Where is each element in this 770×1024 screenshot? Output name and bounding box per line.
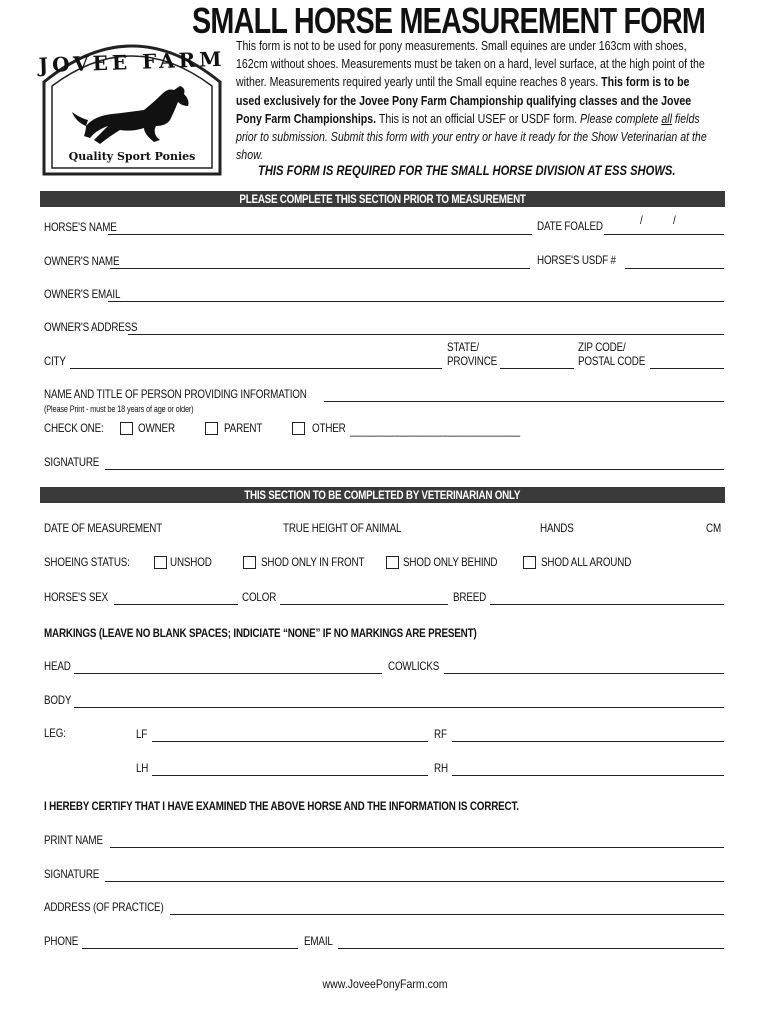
zip-label: ZIP CODE/: [578, 340, 626, 354]
markings-instruction: MARKINGS (LEAVE NO BLANK SPACES; INDICIATE “NONE” IF NO MARKINGS ARE PRESENT): [44, 626, 477, 640]
lf-label: LF: [136, 727, 148, 741]
owner-checkbox[interactable]: [120, 422, 133, 435]
logo-tagline: Quality Sport Ponies: [68, 150, 196, 163]
phone-label: PHONE: [44, 934, 79, 948]
date-foaled-field[interactable]: [604, 234, 724, 235]
horse-name-label: HORSE'S NAME: [44, 220, 117, 234]
certify-statement: I HEREBY CERTIFY THAT I HAVE EXAMINED THE ABOVE HORSE AND THE INFORMATION IS CORRECT.: [44, 799, 519, 813]
logo-name: JOVEE FARM: [38, 46, 226, 78]
unshod-label: UNSHOD: [170, 555, 212, 569]
shod-behind-label: SHOD ONLY BEHIND: [403, 555, 498, 569]
breed-field[interactable]: [490, 604, 724, 605]
city-field[interactable]: [70, 368, 442, 369]
owner-email-label: OWNER'S EMAIL: [44, 287, 121, 301]
cowlicks-field[interactable]: [444, 673, 724, 674]
signature-label: SIGNATURE: [44, 455, 100, 469]
intro-bold: This form is to be used exclusively for the Jovee Pony Farm Championship qualifying classes and the Jovee Pony Farm Championships.: [236, 74, 692, 126]
intro-note: This is not an official USEF or USDF form.: [378, 110, 578, 126]
shod-behind-checkbox[interactable]: [386, 556, 399, 569]
postal-code-label: POSTAL CODE: [578, 354, 646, 368]
check-one-label: CHECK ONE:: [44, 421, 104, 435]
date-measurement-label: DATE OF MEASUREMENT: [44, 521, 163, 535]
hands-label: HANDS: [540, 521, 574, 535]
date-foaled-label: DATE FOALED: [537, 219, 603, 233]
shoeing-status-label: SHOEING STATUS:: [44, 555, 130, 569]
person-info-field[interactable]: [324, 401, 724, 402]
owner-name-label: OWNER'S NAME: [44, 254, 120, 268]
state-field[interactable]: [500, 368, 574, 369]
footer-website[interactable]: www.JoveePonyFarm.com: [322, 977, 448, 991]
intro-paragraph: This form is not to be used for pony measurements. Small equines are under 163cm with shoes, 162cm without shoes. Measurements must be taken on a hard, level surface, at the high point of the wither. Measurements required yearly until the Small equine reaches 8 years.: [236, 38, 705, 90]
horse-usdf-label: HORSE'S USDF #: [537, 253, 616, 267]
body-label: BODY: [44, 693, 72, 707]
state-label: STATE/: [447, 340, 480, 354]
leg-label: LEG:: [44, 726, 66, 740]
vet-signature-field[interactable]: [105, 881, 724, 882]
cm-label: CM: [706, 521, 721, 535]
color-field[interactable]: [280, 604, 448, 605]
other-option-label: OTHER: [312, 421, 346, 435]
address-field[interactable]: [170, 914, 724, 915]
intro-italic: Please complete all fields prior to submission. Submit this form with your entry or have it ready for the Show Veterinarian at the show.: [236, 110, 707, 163]
farm-logo: [38, 24, 226, 184]
horse-name-field[interactable]: [108, 234, 532, 235]
date-separator: /: [640, 213, 643, 227]
cowlicks-label: COWLICKS: [388, 659, 440, 673]
parent-checkbox[interactable]: [205, 422, 218, 435]
print-note: (Please Print - must be 18 years of age or older): [44, 404, 194, 414]
true-height-label: TRUE HEIGHT OF ANIMAL: [283, 521, 402, 535]
horse-sex-field[interactable]: [114, 604, 238, 605]
head-label: HEAD: [44, 659, 71, 673]
running-horse-icon: [70, 80, 200, 150]
vet-section-heading: THIS SECTION TO BE COMPLETED BY VETERINARIAN ONLY: [40, 487, 725, 503]
print-name-field[interactable]: [110, 847, 724, 848]
signature-field[interactable]: [105, 469, 724, 470]
head-field[interactable]: [74, 673, 382, 674]
owner-address-field[interactable]: [128, 334, 724, 335]
print-name-label: PRINT NAME: [44, 833, 103, 847]
form-title: SMALL HORSE MEASUREMENT FORM: [192, 0, 706, 41]
shod-front-label: SHOD ONLY IN FRONT: [261, 555, 365, 569]
breed-label: BREED: [453, 590, 487, 604]
shod-all-checkbox[interactable]: [523, 556, 536, 569]
lh-field[interactable]: [152, 775, 428, 776]
phone-field[interactable]: [82, 948, 298, 949]
lf-field[interactable]: [152, 741, 428, 742]
required-note: THIS FORM IS REQUIRED FOR THE SMALL HORSE DIVISION AT ESS SHOWS.: [258, 163, 676, 178]
rf-label: RF: [434, 727, 447, 741]
other-checkbox[interactable]: [292, 422, 305, 435]
shod-all-label: SHOD ALL AROUND: [541, 555, 632, 569]
zip-field[interactable]: [650, 368, 724, 369]
vet-signature-label: SIGNATURE: [44, 867, 100, 881]
color-label: COLOR: [242, 590, 277, 604]
province-label: PROVINCE: [447, 354, 498, 368]
owner-name-field[interactable]: [110, 268, 530, 269]
email-label: EMAIL: [304, 934, 333, 948]
city-label: CITY: [44, 354, 66, 368]
rf-field[interactable]: [452, 741, 724, 742]
horse-usdf-field[interactable]: [625, 268, 724, 269]
lh-label: LH: [136, 761, 149, 775]
unshod-checkbox[interactable]: [154, 556, 167, 569]
rh-label: RH: [434, 761, 448, 775]
owner-section-heading: PLEASE COMPLETE THIS SECTION PRIOR TO MEASUREMENT: [40, 191, 725, 207]
intro-text: [236, 37, 713, 164]
other-field[interactable]: ________________________________: [350, 423, 520, 437]
address-label: ADDRESS (OF PRACTICE): [44, 900, 164, 914]
email-field[interactable]: [338, 948, 724, 949]
rh-field[interactable]: [452, 775, 724, 776]
shod-front-checkbox[interactable]: [243, 556, 256, 569]
owner-address-label: OWNER'S ADDRESS: [44, 320, 138, 334]
person-info-label: NAME AND TITLE OF PERSON PROVIDING INFORMATION: [44, 387, 307, 401]
horse-sex-label: HORSE'S SEX: [44, 590, 109, 604]
owner-email-field[interactable]: [108, 301, 724, 302]
body-field[interactable]: [74, 707, 724, 708]
date-separator: /: [673, 213, 676, 227]
parent-option-label: PARENT: [224, 421, 263, 435]
owner-option-label: OWNER: [138, 421, 175, 435]
